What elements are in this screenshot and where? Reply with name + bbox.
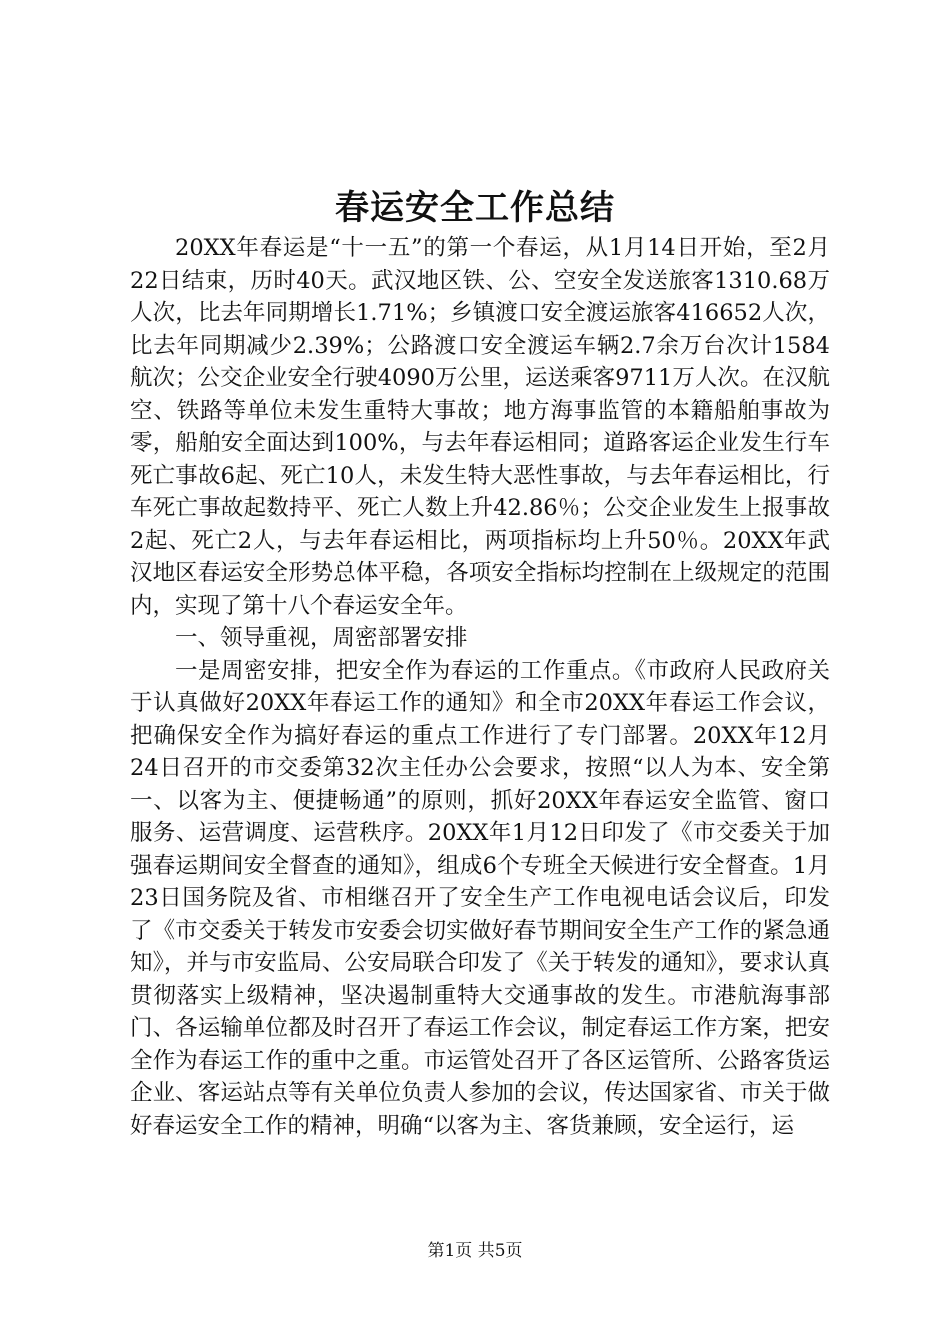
section-heading: 一、领导重视，周密部署安排 [175, 625, 468, 651]
page-footer: 第1页 共5页 [427, 1241, 523, 1261]
body-paragraph: 一是周密安排，把安全作为春运的工作重点。《市政府人民政府关于认真做好20XX年春运工作的通知》和全市20XX年春运工作会议，把确保安全作为搞好春运的重点工作进行了专门部署。20XX年12月24日召开的市交委第32次主任办公会要求，按照“以人为本、安全第一、以客为主、便捷畅通”的原则，抓好20XX年春运安全监管、窗口服务、运营调度、运营秩序。20XX年1月12日印发了《市交委关于加强春运期间安全督查的通知》，组成6个专班全天候进行安全督查。1月23日国务院及省、市相继召开了安全生产工作电视电话会议后，印发了《市交委关于转发市安委会切实做好春节期间安全生产工作的紧急通知》，并与市安监局、公安局联合印发了《关于转发的通知》，要求认真贯彻落实上级精神，坚决遏制重特大交通事故的发生。市港航海事部门、各运输单位都及时召开了春运工作会议，制定春运工作方案，把安全作为春运工作的重中之重。市运管处召开了各区运管所、公路客货运企业、客运站点等有关单位负责人参加的会议，传达国家省、市关于做好春运安全工作的精神，明确“以客为主、客货兼顾，安全运行，运 [130, 657, 830, 1139]
intro-paragraph: 20XX年春运是“十一五”的第一个春运，从1月14日开始，至2月22日结束，历时40天。武汉地区铁、公、空安全发送旅客1310.68万人次，比去年同期增长1.71%；乡镇渡口安全渡运旅客416652人次，比去年同期减少2.39%；公路渡口安全渡运车辆2.7余万台次计1584航次；公交企业安全行驶4090万公里，运送乘客9711万人次。在汉航空、铁路等单位未发生重特大事故；地方海事监管的本籍船舶事故为零，船舶安全面达到100%，与去年春运相同；道路客运企业发生行车死亡事故6起、死亡10人，未发生特大恶性事故，与去年春运相比，行车死亡事故起数持平、死亡人数上升42.86％；公交企业发生上报事故2起、死亡2人，与去年春运相比，两项指标均上升50％。20XX年武汉地区春运安全形势总体平稳，各项安全指标均控制在上级规定的范围内，实现了第十八个春运安全年。 [130, 235, 830, 619]
document-body [130, 232, 830, 1142]
page-title: 春运安全工作总结 [335, 188, 615, 228]
